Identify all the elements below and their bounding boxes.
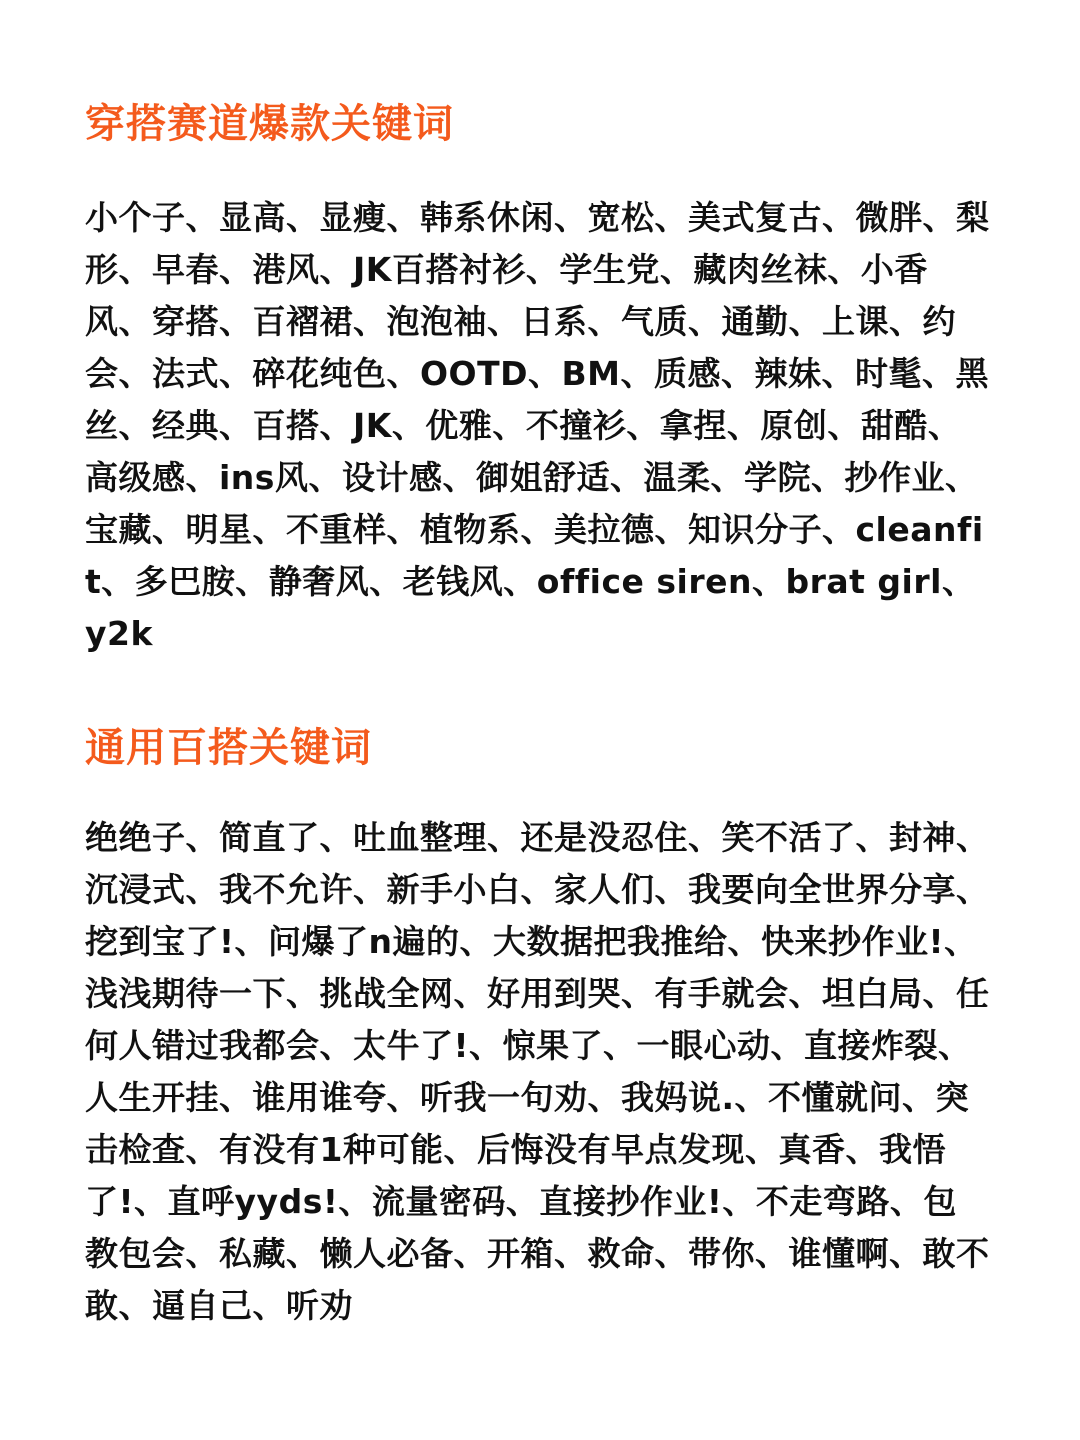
keyword-list: 绝绝子、简直了、吐血整理、还是没忍住、笑不活了、封神、沉浸式、我不允许、新手小白、家人们、我要向全世界分享、挖到宝了!、问爆了n遍的、大数据把我推给、快来抄作业!、浅浅期待一下、挑战全网、好用到哭、有手就会、坦白局、任何人错过我都会、太牛了!、惊果了、一眼心动、直接炸裂、人生开挂、谁用谁夸、听我一句劝、我妈说.、不懂就问、突击检查、有没有1种可能、后悔没有早点发现、真香、我悟了!、直呼yyds!、流量密码、直接抄作业!、不走弯路、包教包会、私藏、懒人必备、开箱、救命、带你、谁懂啊、敢不敢、逼自己、听劝 bbox=[85, 818, 990, 1325]
keyword-list: 小个子、显高、显瘦、韩系休闲、宽松、美式复古、微胖、梨形、早春、港风、JK百搭衬衫、学生党、藏肉丝袜、小香风、穿搭、百褶裙、泡泡袖、日系、气质、通勤、上课、约会、法式、碎花纯色、OOTD、BM、质感、辣妹、时髦、黑丝、经典、百搭、JK、优雅、不撞衫、拿捏、原创、甜酷、高级感、ins风、设计感、御姐舒适、温柔、学院、抄作业、宝藏、明星、不重样、植物系、美拉德、知识分子、cleanfit、多巴胺、静奢风、老钱风、office siren、brat girl、y2k bbox=[85, 198, 990, 653]
general-keywords-section bbox=[85, 720, 990, 1332]
fashion-keywords-section bbox=[85, 96, 990, 660]
section-title: 穿搭赛道爆款关键词 bbox=[85, 101, 454, 147]
section-title: 通用百搭关键词 bbox=[85, 725, 372, 771]
